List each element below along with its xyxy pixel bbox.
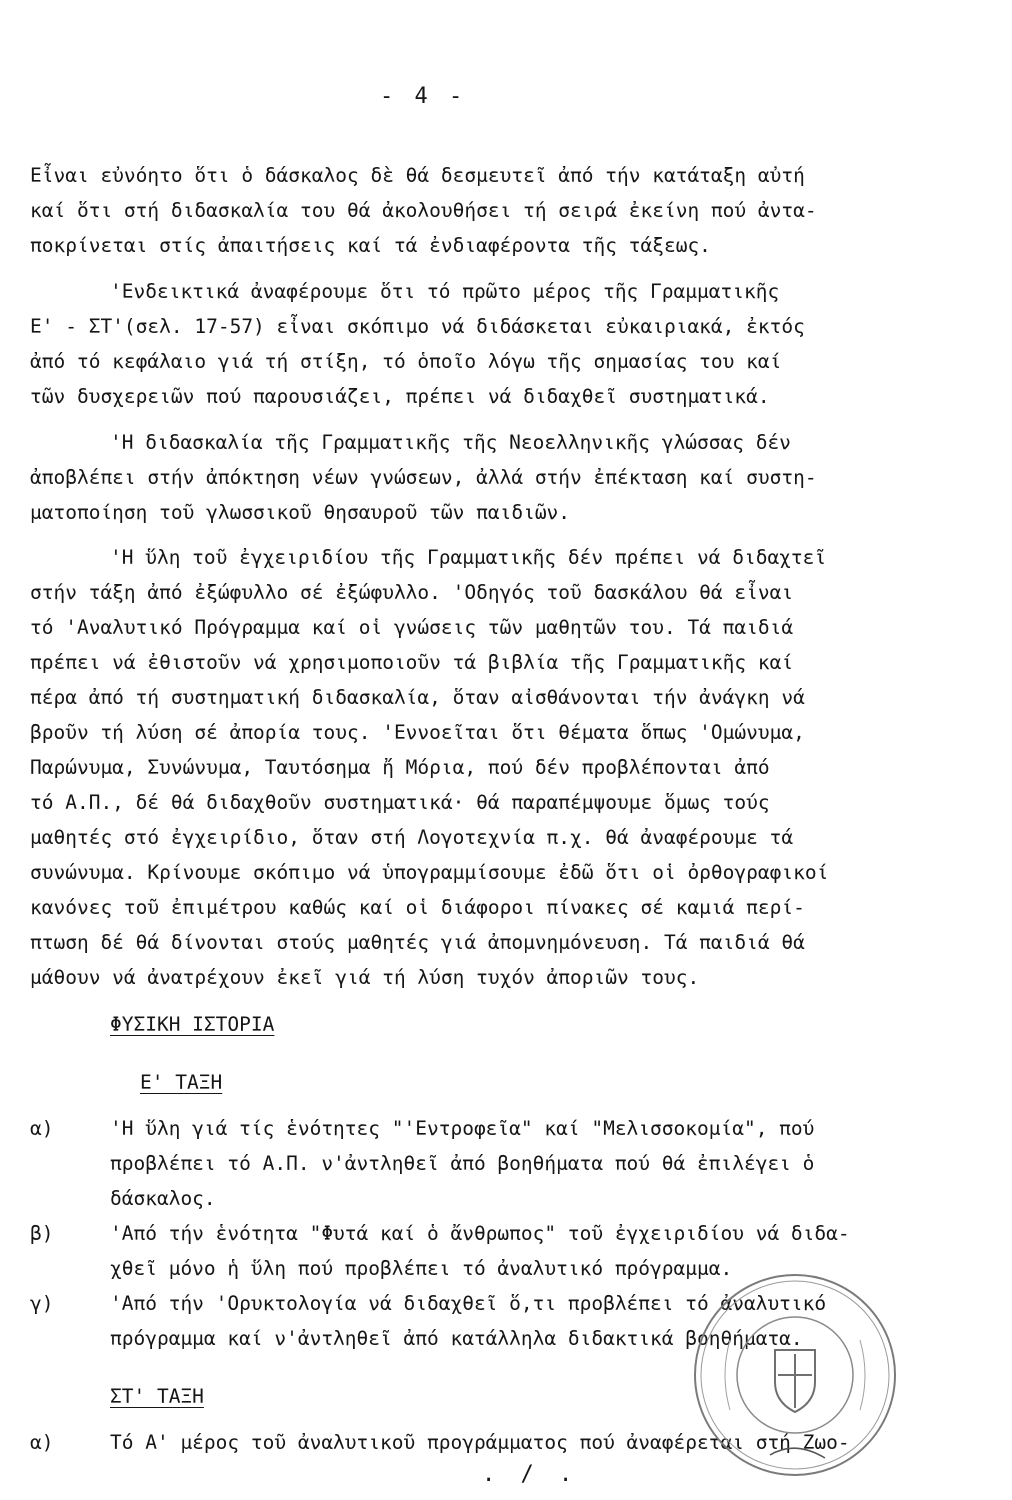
grade-heading-e: Ε' ΤΑΞΗ	[140, 1071, 223, 1094]
text-line: ποκρίνεται στίς ἀπαιτήσεις καί τά ἐνδιαφέροντα τῆς τάξεως.	[30, 234, 711, 257]
text-line: ἀποβλέπει στήν ἀπόκτηση νέων γνώσεων, ἀλλά στήν ἐπέκταση καί συστη-	[30, 466, 817, 489]
continuation-mark: . / .	[482, 1462, 579, 1487]
text-line: συνώνυμα. Κρίνουμε σκόπιμο νά ὑπογραμμίσουμε ἐδῶ ὅτι οἱ ὀρθογραφικοί	[30, 861, 829, 884]
list-item-line: Τό Α' μέρος τοῦ ἀναλυτικοῦ προγράμματος πού ἀναφέρεται στή Ζωο-	[110, 1431, 850, 1454]
text-line: 'Η διδασκαλία τῆς Γραμματικῆς τῆς Νεοελληνικῆς γλώσσας δέν	[110, 431, 791, 454]
text-line: κανόνες τοῦ ἐπιμέτρου καθώς καί οἱ διάφοροι πίνακες σέ καμιά περί-	[30, 896, 805, 919]
text-line: ματοποίηση τοῦ γλωσσικοῦ θησαυροῦ τῶν παιδιῶν.	[30, 501, 571, 524]
text-line: τό 'Αναλυτικό Πρόγραμμα καί οἱ γνώσεις τῶν μαθητῶν του. Τά παιδιά	[30, 616, 794, 639]
list-marker: γ)	[30, 1292, 54, 1315]
text-line: Ε' - ΣΤ'(σελ. 17-57) εἶναι σκόπιμο νά διδάσκεται εὐκαιριακά, ἐκτός	[30, 315, 805, 338]
list-item-line: δάσκαλος.	[110, 1187, 216, 1210]
text-line: Παρώνυμα, Συνώνυμα, Ταυτόσημα ἤ Μόρια, πού δέν προβλέπονται ἀπό	[30, 756, 770, 779]
page-number: - 4 -	[380, 84, 467, 109]
list-item-line: 'Η ὕλη γιά τίς ἑνότητες "'Εντροφεῖα" καί "Μελισσοκομία", πού	[110, 1117, 815, 1140]
text-line: 'Η ὕλη τοῦ ἐγχειριδίου τῆς Γραμματικῆς δέν πρέπει νά διδαχτεῖ	[110, 546, 827, 569]
list-marker: α)	[30, 1431, 54, 1454]
text-line: μαθητές στό ἐγχειρίδιο, ὅταν στή Λογοτεχνία π.χ. θά ἀναφέρουμε τά	[30, 826, 794, 849]
list-marker: α)	[30, 1117, 54, 1140]
text-line: Εἶναι εὐνόητο ὅτι ὁ δάσκαλος δὲ θά δεσμευτεῖ ἀπό τήν κατάταξη αὐτή	[30, 164, 805, 187]
official-seal-stamp	[690, 1270, 900, 1480]
text-line: 'Ενδεικτικά ἀναφέρουμε ὅτι τό πρῶτο μέρος τῆς Γραμματικῆς	[110, 280, 780, 303]
text-line: τῶν δυσχερειῶν πού παρουσιάζει, πρέπει νά διδαχθεῖ συστηματικά.	[30, 385, 770, 408]
grade-heading-st: ΣΤ' ΤΑΞΗ	[110, 1385, 204, 1408]
section-heading: ΦΥΣΙΚΗ ΙΣΤΟΡΙΑ	[110, 1013, 275, 1036]
text-line: βροῦν τή λύση σέ ἀπορία τους. 'Εννοεῖται ὅτι θέματα ὅπως 'Ομώνυμα,	[30, 721, 805, 744]
list-item-line: προβλέπει τό Α.Π. ν'ἀντληθεῖ ἀπό βοηθήματα πού θά ἐπιλέγει ὁ	[110, 1152, 815, 1175]
list-marker: β)	[30, 1222, 54, 1245]
text-line: τό Α.Π., δέ θά διδαχθοῦν συστηματικά· θά παραπέμψουμε ὅμως τούς	[30, 791, 770, 814]
text-line: ἀπό τό κεφάλαιο γιά τή στίξη, τό ὁποῖο λόγω τῆς σημασίας του καί	[30, 350, 782, 373]
text-line: μάθουν νά ἀνατρέχουν ἐκεῖ γιά τή λύση τυχόν ἀποριῶν τους.	[30, 966, 700, 989]
list-item-line: πρόγραμμα καί ν'ἀντληθεῖ ἀπό κατάλληλα διδακτικά βοηθήματα.	[110, 1327, 803, 1350]
list-item-line: χθεῖ μόνο ἡ ὕλη πού προβλέπει τό ἀναλυτικό πρόγραμμα.	[110, 1257, 733, 1280]
text-line: πέρα ἀπό τή συστηματική διδασκαλία, ὅταν αἰσθάνονται τήν ἀνάγκη νά	[30, 686, 805, 709]
list-item-line: 'Από τήν ἑνότητα "Φυτά καί ὁ ἄνθρωπος" τοῦ ἐγχειριδίου νά διδα-	[110, 1222, 850, 1245]
list-item-line: 'Από τήν 'Ορυκτολογία νά διδαχθεῖ ὅ,τι προβλέπει τό ἀναλυτικό	[110, 1292, 827, 1315]
text-line: στήν τάξη ἀπό ἐξώφυλλο σέ ἐξώφυλλο. 'Οδηγός τοῦ δασκάλου θά εἶναι	[30, 581, 794, 604]
text-line: πτωση δέ θά δίνονται στούς μαθητές γιά ἀπομνημόνευση. Τά παιδιά θά	[30, 931, 805, 954]
text-line: πρέπει νά ἐθιστοῦν νά χρησιμοποιοῦν τά βιβλία τῆς Γραμματικῆς καί	[30, 651, 794, 674]
text-line: καί ὅτι στή διδασκαλία του θά ἀκολουθήσει τή σειρά ἐκείνη πού ἀντα-	[30, 199, 817, 222]
